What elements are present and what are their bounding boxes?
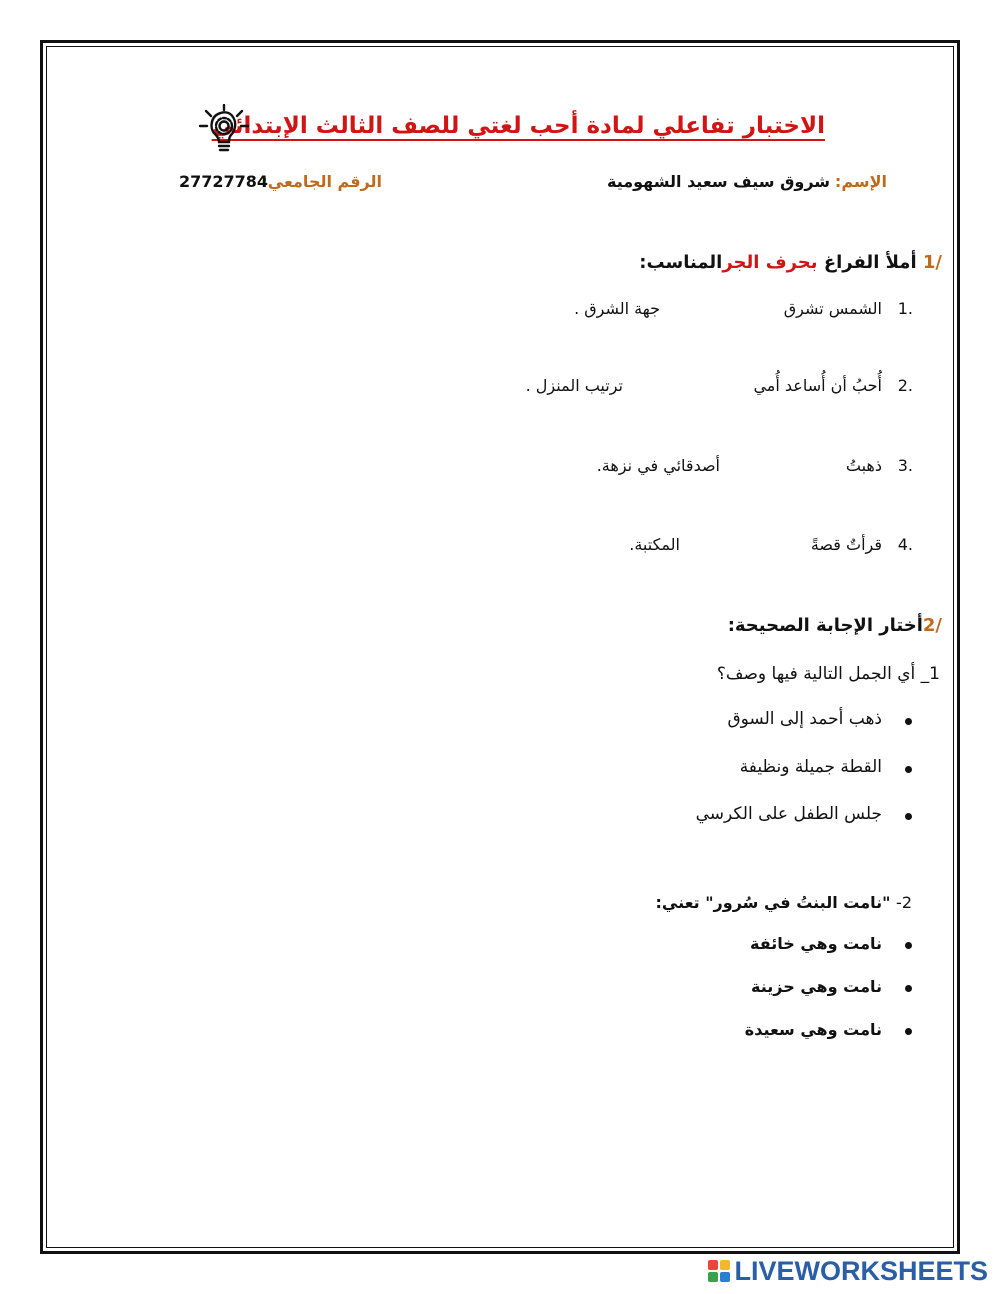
q2-sub2-question: [655, 893, 912, 912]
q1-title-part2: بحرف الجر: [722, 252, 818, 273]
q2-sub1-text: أي الجمل التالية فيها وصف؟: [716, 664, 916, 684]
q1-number: /1: [922, 252, 942, 273]
q2-sub1-option[interactable]: جلس الطفل على الكرسي: [695, 804, 882, 824]
q2-sub1-option[interactable]: ذهب أحمد إلى السوق: [727, 709, 882, 729]
q1-title-part3: المناسب:: [639, 252, 723, 273]
q1-blank-2[interactable]: [626, 375, 766, 397]
q2-title: أختار الإجابة الصحيحة:: [727, 615, 923, 636]
q1-item-text-end: ترتيب المنزل .: [525, 376, 623, 395]
bullet-icon: [905, 813, 912, 820]
q1-heading: [639, 252, 942, 273]
id-label: الرقم الجامعي:: [261, 172, 382, 191]
q1-item-number: 4.: [897, 535, 913, 554]
liveworksheets-logo[interactable]: [708, 1257, 988, 1285]
q1-item-text: ذهبتُ: [845, 456, 882, 475]
bullet-icon: [905, 942, 912, 949]
q1-item-text-end: المكتبة.: [629, 535, 680, 554]
q1-item-number: 1.: [897, 299, 913, 318]
q2-sub1-label: 1_: [920, 664, 940, 684]
q2-sub2-option[interactable]: نامت وهي سعيدة: [744, 1020, 882, 1039]
q2-sub2-text: "نامت البنتُ في سُرور" تعني:: [655, 893, 891, 912]
name-label: الإسم:: [834, 172, 887, 191]
q1-item-text: الشمس تشرق: [783, 299, 882, 318]
q1-item-number: 2.: [897, 376, 913, 395]
q2-heading: [728, 615, 942, 636]
id-value: 27727784: [178, 172, 268, 191]
worksheet-title: الاختبار تفاعلي لمادة أحب لغتي للصف الثالث الإبتدائي: [211, 113, 825, 139]
q1-item-text: أُحبُ أن أُساعد أُمي: [753, 376, 882, 395]
q1-blank-4[interactable]: [684, 534, 796, 556]
lightbulb-icon: [196, 104, 252, 158]
q2-sub2-option[interactable]: نامت وهي حزينة: [751, 977, 882, 996]
q1-blank-3[interactable]: [724, 455, 834, 477]
bullet-icon: [905, 766, 912, 773]
q1-item-text-end: أصدقائي في نزهة.: [596, 456, 720, 475]
q1-item-text-end: جهة الشرق .: [574, 299, 660, 318]
name-value: شروق سيف سعيد الشهومية: [606, 172, 830, 191]
q2-sub2-option[interactable]: نامت وهي خائفة: [750, 934, 882, 953]
liveworksheets-grid-icon: [708, 1260, 730, 1282]
q1-blank-1[interactable]: [662, 298, 774, 320]
q1-item-text: قرأتٌ قصةً: [810, 535, 882, 554]
q2-sub1-question: [717, 664, 940, 684]
bullet-icon: [905, 985, 912, 992]
liveworksheets-brand-text: LIVEWORKSHEETS: [734, 1255, 988, 1286]
bullet-icon: [905, 718, 912, 725]
q2-number: /2: [922, 615, 942, 636]
page-border-inner: [46, 46, 954, 1248]
q1-title-part1: أملأ الفراغ: [823, 252, 917, 273]
q1-item-number: 3.: [897, 456, 913, 475]
bullet-icon: [905, 1028, 912, 1035]
q2-sub1-option[interactable]: القطة جميلة ونظيفة: [739, 757, 882, 777]
q2-sub2-label: 2-: [896, 893, 912, 912]
